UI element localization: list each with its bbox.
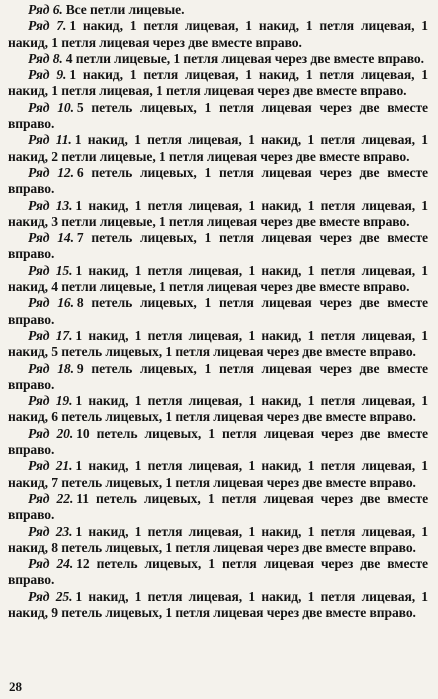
knitting-rows xyxy=(8,2,428,621)
row-18 xyxy=(8,361,428,394)
row-label: Ряд 22. xyxy=(28,490,74,506)
row-text: 1 накид, 1 петля лицевая, 1 накид, 1 петля лицевая, 1 накид, 2 петли лицевые, 1 петля лицевая через две вместе вправо. xyxy=(8,132,428,164)
row-14 xyxy=(8,230,428,263)
row-17 xyxy=(8,328,428,361)
row-label: Ряд 8. xyxy=(28,50,63,66)
row-text: 1 накид, 1 петля лицевая, 1 накид, 1 петля лицевая, 1 накид, 9 петель лицевых, 1 петля лицевая через две вместе вправо. xyxy=(8,588,428,620)
row-label: Ряд 13. xyxy=(28,197,73,213)
row-text: 9 петель лицевых, 1 петля лицевая через две вместе вправо. xyxy=(8,360,428,392)
row-text: 1 накид, 1 петля лицевая, 1 накид, 1 петля лицевая, 1 накид, 7 петель лицевых, 1 петля лицевая через две вместе вправо. xyxy=(8,458,428,490)
row-label: Ряд 15. xyxy=(28,262,73,278)
row-text: 7 петель лицевых, 1 петля лицевая через две вместе вправо. xyxy=(8,230,428,262)
row-text: 1 накид, 1 петля лицевая, 1 накид, 1 петля лицевая, 1 накид, 4 петли лицевые, 1 петля лицевая через две вместе вправо. xyxy=(8,262,428,295)
page-number: 28 xyxy=(9,679,22,694)
row-text: 1 накид, 1 петля лицевая, 1 накид, 1 петля лицевая, 1 накид, 1 петля лицевая через две вместе вправо. xyxy=(8,18,428,50)
row-16 xyxy=(8,295,428,328)
row-label: Ряд 25. xyxy=(28,588,73,604)
row-label: Ряд 24. xyxy=(28,556,74,572)
row-21 xyxy=(8,458,428,491)
row-label: Ряд 7. xyxy=(28,18,67,34)
row-13 xyxy=(8,198,428,231)
row-text: 1 накид, 1 петля лицевая, 1 накид, 1 петля лицевая, 1 накид, 5 петель лицевых, 1 петля лицевая через две вместе вправо. xyxy=(8,327,428,360)
row-label: Ряд 23. xyxy=(28,523,73,539)
row-label: Ряд 19. xyxy=(28,393,73,409)
row-6 xyxy=(8,2,428,18)
row-20 xyxy=(8,426,428,459)
row-label: Ряд 18. xyxy=(28,360,74,376)
row-label: Ряд 12. xyxy=(28,164,74,180)
row-label: Ряд 17. xyxy=(28,327,73,343)
row-text: 1 накид, 1 петля лицевая, 1 накид, 1 петля лицевая, 1 накид, 6 петель лицевых, 1 петля лицевая через две вместе вправо. xyxy=(8,393,428,425)
row-label: Ряд 9. xyxy=(28,67,67,83)
row-text: 8 петель лицевых, 1 петля лицевая через две вместе вправо. xyxy=(8,295,428,327)
row-15 xyxy=(8,263,428,296)
row-text: 5 петель лицевых, 1 петля лицевая через две вместе вправо. xyxy=(8,99,428,132)
row-label: Ряд 11. xyxy=(28,132,72,148)
row-22 xyxy=(8,491,428,524)
row-11 xyxy=(8,132,428,165)
row-9 xyxy=(8,67,428,100)
row-23 xyxy=(8,524,428,557)
row-text: 1 накид, 1 петля лицевая, 1 накид, 1 петля лицевая, 1 накид, 8 петель лицевых, 1 петля лицевая через две вместе вправо. xyxy=(8,523,428,555)
row-25 xyxy=(8,589,428,622)
row-text: 1 накид, 1 петля лицевая, 1 накид, 1 петля лицевая, 1 накид, 1 петля лицевая, 1 петля лицевая через две вместе вправо. xyxy=(8,67,428,99)
row-label: Ряд 20. xyxy=(28,425,74,441)
row-text: Все петли лицевые. xyxy=(65,2,185,17)
row-label: Ряд 10. xyxy=(28,99,74,115)
row-label: Ряд 6. xyxy=(28,2,63,17)
row-text: 10 петель лицевых, 1 петля лицевая через две вместе вправо. xyxy=(8,425,428,458)
row-text: 12 петель лицевых, 1 петля лицевая через две вместе вправо. xyxy=(8,556,428,588)
row-12 xyxy=(8,165,428,198)
row-text: 4 петли лицевые, 1 петля лицевая через две вместе вправо. xyxy=(65,50,424,66)
row-24 xyxy=(8,556,428,589)
row-19 xyxy=(8,393,428,426)
row-7 xyxy=(8,18,428,51)
row-label: Ряд 21. xyxy=(28,458,73,474)
row-label: Ряд 14. xyxy=(28,230,74,246)
row-label: Ряд 16. xyxy=(28,295,74,311)
row-text: 6 петель лицевых, 1 петля лицевая через две вместе вправо. xyxy=(8,164,428,197)
row-8 xyxy=(8,51,428,67)
row-10 xyxy=(8,100,428,133)
row-text: 1 накид, 1 петля лицевая, 1 накид, 1 петля лицевая, 1 накид, 3 петли лицевые, 1 петля лицевая через две вместе вправо. xyxy=(8,197,428,229)
row-text: 11 петель лицевых, 1 петля лицевая через две вместе вправо. xyxy=(8,490,429,523)
